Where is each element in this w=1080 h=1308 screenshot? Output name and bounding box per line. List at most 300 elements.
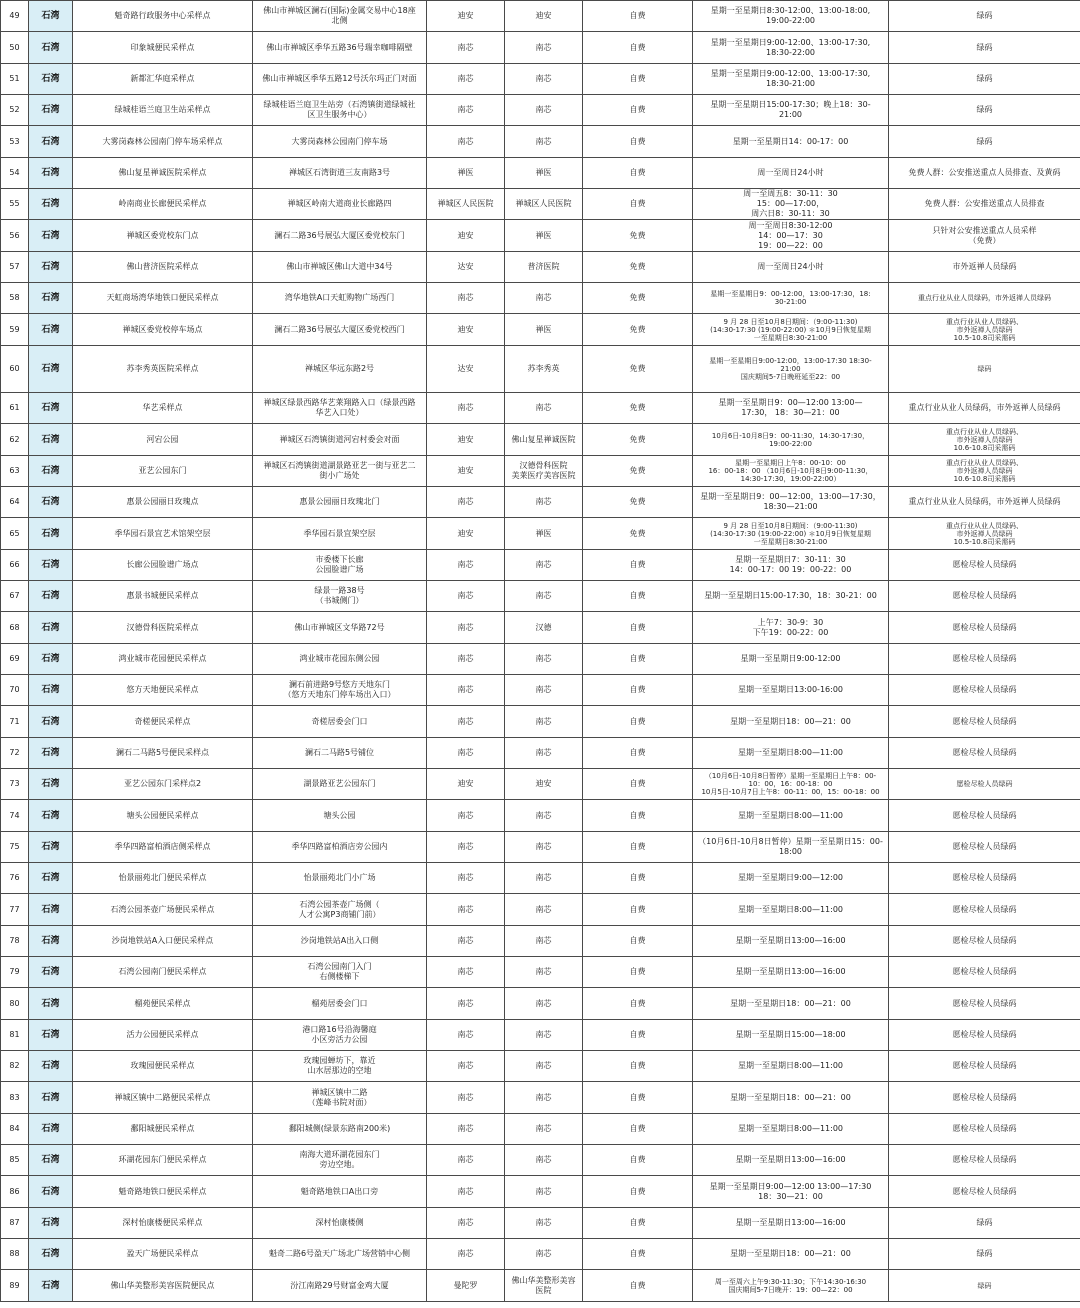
address-cell: 南海大道环湖花园东门 旁边空地。 xyxy=(253,1145,427,1176)
partner-org-cell: 南芯 xyxy=(505,550,583,581)
site-name-cell: 惠景公园丽日玫瑰点 xyxy=(73,487,253,518)
partner-org-cell: 禅医 xyxy=(505,220,583,252)
service-hours-cell: 星期一至星期日9：00-12:00，13:00-17:30，18: 30-21:00 xyxy=(693,283,889,314)
site-name-cell: 印象城便民采样点 xyxy=(73,32,253,64)
testing-org-cell: 迪安 xyxy=(427,456,505,487)
fee-type-cell: 自费 xyxy=(583,832,693,863)
fee-type-cell: 自费 xyxy=(583,126,693,158)
target-group-cell: 愿检尽检人员绿码 xyxy=(889,863,1080,894)
fee-type-cell: 免费 xyxy=(583,283,693,314)
address-cell: 湾华地铁A口天虹购物广场西门 xyxy=(253,283,427,314)
fee-type-cell: 自费 xyxy=(583,612,693,644)
street-cell: 石湾 xyxy=(29,644,73,675)
address-cell: 佛山市禅城区佛山大道中34号 xyxy=(253,252,427,283)
partner-org-cell: 禅医 xyxy=(505,314,583,346)
target-group-cell: 愿检尽检人员绿码 xyxy=(889,581,1080,612)
target-group-cell: 市外返禅人员绿码 xyxy=(889,252,1080,283)
partner-org-cell: 南芯 xyxy=(505,738,583,769)
table-row xyxy=(1,1239,1080,1270)
site-name-cell: 大雾岗森林公园南门停车场采样点 xyxy=(73,126,253,158)
fee-type-cell: 免费 xyxy=(583,424,693,456)
address-cell: 港口路16号沿海馨庭 小区旁活力公园 xyxy=(253,1020,427,1051)
partner-org-cell: 南芯 xyxy=(505,487,583,518)
row-number-cell: 50 xyxy=(1,32,29,64)
site-name-cell: 岭南商业长廊便民采样点 xyxy=(73,189,253,220)
site-name-cell: 奇槎便民采样点 xyxy=(73,706,253,738)
target-group-cell: 愿检尽检人员绿码 xyxy=(889,769,1080,800)
address-cell: 汾江南路29号财富金鸡大厦 xyxy=(253,1270,427,1302)
testing-org-cell: 南芯 xyxy=(427,863,505,894)
testing-org-cell: 南芯 xyxy=(427,283,505,314)
fee-type-cell: 自费 xyxy=(583,64,693,95)
site-name-cell: 悠方天地便民采样点 xyxy=(73,675,253,706)
target-group-cell: 重点行业从业人员绿码、 市外返禅人员绿码 10.5-10.8司采需码 xyxy=(889,314,1080,346)
target-group-cell: 重点行业从业人员绿码、 市外返禅人员绿码 10.6-10.8司采需码 xyxy=(889,456,1080,487)
row-number-cell: 60 xyxy=(1,346,29,393)
partner-org-cell: 南芯 xyxy=(505,283,583,314)
site-name-cell: 澜石二马路5号便民采样点 xyxy=(73,738,253,769)
row-number-cell: 71 xyxy=(1,706,29,738)
table-row xyxy=(1,393,1080,424)
partner-org-cell: 禅城区人民医院 xyxy=(505,189,583,220)
row-number-cell: 83 xyxy=(1,1082,29,1114)
table-row xyxy=(1,64,1080,95)
testing-org-cell: 迪安 xyxy=(427,424,505,456)
site-name-cell: 河宕公园 xyxy=(73,424,253,456)
site-name-cell: 魁奇路行政服务中心采样点 xyxy=(73,1,253,32)
service-hours-cell: 星期一至星期日8:00—11:00 xyxy=(693,894,889,926)
site-name-cell: 深村怡康楼便民采样点 xyxy=(73,1208,253,1239)
site-name-cell: 石湾公园南门便民采样点 xyxy=(73,957,253,988)
site-name-cell: 长廊公园脸谱广场点 xyxy=(73,550,253,581)
address-cell: 魁奇路地铁口A出口旁 xyxy=(253,1176,427,1208)
table-row xyxy=(1,158,1080,189)
street-cell: 石湾 xyxy=(29,393,73,424)
service-hours-cell: 星期一至星期日9:00-12:00 xyxy=(693,644,889,675)
service-hours-cell: 星期一至星期日8:00—11:00 xyxy=(693,1051,889,1082)
target-group-cell: 重点行业从业人员绿码，市外返禅人员绿码 xyxy=(889,393,1080,424)
street-cell: 石湾 xyxy=(29,1114,73,1145)
fee-type-cell: 免费 xyxy=(583,487,693,518)
row-number-cell: 78 xyxy=(1,926,29,957)
site-name-cell: 季华园石景宜艺术馆架空层 xyxy=(73,518,253,550)
table-row xyxy=(1,1,1080,32)
street-cell: 石湾 xyxy=(29,158,73,189)
street-cell: 石湾 xyxy=(29,220,73,252)
site-name-cell: 禅城区镇中二路便民采样点 xyxy=(73,1082,253,1114)
site-name-cell: 鸿业城市花园便民采样点 xyxy=(73,644,253,675)
partner-org-cell: 南芯 xyxy=(505,1114,583,1145)
address-cell: 禅城区岭南大道商业长廊路四 xyxy=(253,189,427,220)
service-hours-cell: 星期一至星期日8:30-12:00、13:00-18:00, 19:00-22:00 xyxy=(693,1,889,32)
table-row xyxy=(1,832,1080,863)
partner-org-cell: 南芯 xyxy=(505,988,583,1020)
service-hours-cell: 星期一至星期日9:00-12:00，13:00-17:30 18:30- 21:00 国庆期间5-7日晚班延至22：00 xyxy=(693,346,889,393)
fee-type-cell: 自费 xyxy=(583,1145,693,1176)
row-number-cell: 89 xyxy=(1,1270,29,1302)
service-hours-cell: 星期一至星期日18：00—21：00 xyxy=(693,1239,889,1270)
site-name-cell: 榴苑便民采样点 xyxy=(73,988,253,1020)
target-group-cell: 绿码 xyxy=(889,346,1080,393)
address-cell: 石湾公园茶壶广场侧（ 人才公寓P3商铺门前） xyxy=(253,894,427,926)
site-name-cell: 魁奇路地铁口便民采样点 xyxy=(73,1176,253,1208)
target-group-cell: 愿检尽检人员绿码 xyxy=(889,1176,1080,1208)
service-hours-cell: 星期一至星期日15:00—18:00 xyxy=(693,1020,889,1051)
table-row xyxy=(1,1145,1080,1176)
table-row xyxy=(1,769,1080,800)
service-hours-cell: 星期一至星期日15:00-17:30，18：30-21：00 xyxy=(693,581,889,612)
row-number-cell: 87 xyxy=(1,1208,29,1239)
service-hours-cell: 星期一至星期日9:00—12:00 xyxy=(693,863,889,894)
row-number-cell: 86 xyxy=(1,1176,29,1208)
testing-org-cell: 南芯 xyxy=(427,1239,505,1270)
target-group-cell: 免费人群：公安推送重点人员排查、及黄码 xyxy=(889,158,1080,189)
street-cell: 石湾 xyxy=(29,706,73,738)
fee-type-cell: 自费 xyxy=(583,894,693,926)
site-name-cell: 天虹商场湾华地铁口便民采样点 xyxy=(73,283,253,314)
table-row xyxy=(1,1051,1080,1082)
service-hours-cell: 9 月 28 日至10月8日期间：（9:00-11:30) (14:30-17:30 (19:00-22:00) ＊10月9日恢复星期 一至星期日8:30-21:00 xyxy=(693,518,889,550)
service-hours-cell: 星期一至星期日18：00—21：00 xyxy=(693,988,889,1020)
street-cell: 石湾 xyxy=(29,894,73,926)
street-cell: 石湾 xyxy=(29,314,73,346)
row-number-cell: 88 xyxy=(1,1239,29,1270)
partner-org-cell: 南芯 xyxy=(505,581,583,612)
testing-org-cell: 南芯 xyxy=(427,706,505,738)
address-cell: 鄱阳城侧(绿景东路南200米) xyxy=(253,1114,427,1145)
site-name-cell: 塘头公园便民采样点 xyxy=(73,800,253,832)
street-cell: 石湾 xyxy=(29,1020,73,1051)
address-cell: 湖景路亚艺公园东门 xyxy=(253,769,427,800)
testing-org-cell: 南芯 xyxy=(427,550,505,581)
service-hours-cell: （10月6日-10月8日暂停）星期一至星期日上午8：00- 10：00，16：00-18：00 10月5日-10月7日上午8：00-11：00，15：00-18：00 xyxy=(693,769,889,800)
table-row xyxy=(1,800,1080,832)
street-cell: 石湾 xyxy=(29,550,73,581)
row-number-cell: 79 xyxy=(1,957,29,988)
fee-type-cell: 自费 xyxy=(583,1208,693,1239)
fee-type-cell: 自费 xyxy=(583,706,693,738)
testing-org-cell: 迪安 xyxy=(427,1,505,32)
testing-org-cell: 达安 xyxy=(427,252,505,283)
fee-type-cell: 免费 xyxy=(583,346,693,393)
partner-org-cell: 南芯 xyxy=(505,393,583,424)
address-cell: 禅城区石湾镇街道河宕村委会对面 xyxy=(253,424,427,456)
address-cell: 禅城区镇中二路 （莲峰书院对面） xyxy=(253,1082,427,1114)
row-number-cell: 51 xyxy=(1,64,29,95)
fee-type-cell: 免费 xyxy=(583,314,693,346)
partner-org-cell: 苏李秀英 xyxy=(505,346,583,393)
street-cell: 石湾 xyxy=(29,738,73,769)
address-cell: 市委楼下长廊 公园脸谱广场 xyxy=(253,550,427,581)
site-name-cell: 怡景丽苑北门便民采样点 xyxy=(73,863,253,894)
street-cell: 石湾 xyxy=(29,456,73,487)
street-cell: 石湾 xyxy=(29,487,73,518)
street-cell: 石湾 xyxy=(29,957,73,988)
testing-org-cell: 南芯 xyxy=(427,1114,505,1145)
street-cell: 石湾 xyxy=(29,126,73,158)
street-cell: 石湾 xyxy=(29,32,73,64)
site-name-cell: 盈天广场便民采样点 xyxy=(73,1239,253,1270)
service-hours-cell: 星期一至星期日13:00—16:00 xyxy=(693,1208,889,1239)
partner-org-cell: 南芯 xyxy=(505,126,583,158)
table-row xyxy=(1,95,1080,126)
service-hours-cell: 10月6日-10月8日9：00-11:30，14:30-17:30， 19:00-22:00 xyxy=(693,424,889,456)
table-row xyxy=(1,252,1080,283)
partner-org-cell: 南芯 xyxy=(505,1145,583,1176)
street-cell: 石湾 xyxy=(29,988,73,1020)
service-hours-cell: 周一至周日24小时 xyxy=(693,252,889,283)
table-body xyxy=(1,1,1080,1302)
street-cell: 石湾 xyxy=(29,800,73,832)
testing-org-cell: 迪安 xyxy=(427,314,505,346)
address-cell: 佛山市禅城区澜石(国际)金属交易中心18座 北侧 xyxy=(253,1,427,32)
row-number-cell: 67 xyxy=(1,581,29,612)
fee-type-cell: 自费 xyxy=(583,1020,693,1051)
row-number-cell: 58 xyxy=(1,283,29,314)
table-row xyxy=(1,988,1080,1020)
fee-type-cell: 自费 xyxy=(583,1270,693,1302)
partner-org-cell: 南芯 xyxy=(505,644,583,675)
site-name-cell: 玫瑰园便民采样点 xyxy=(73,1051,253,1082)
street-cell: 石湾 xyxy=(29,283,73,314)
service-hours-cell: 星期一至星期日8:00—11:00 xyxy=(693,1114,889,1145)
site-name-cell: 苏李秀英医院采样点 xyxy=(73,346,253,393)
fee-type-cell: 自费 xyxy=(583,158,693,189)
fee-type-cell: 自费 xyxy=(583,1114,693,1145)
address-cell: 禅城区华远东路2号 xyxy=(253,346,427,393)
table-row xyxy=(1,283,1080,314)
service-hours-cell: 星期一至星期日18：00—21：00 xyxy=(693,1082,889,1114)
street-cell: 石湾 xyxy=(29,675,73,706)
row-number-cell: 80 xyxy=(1,988,29,1020)
address-cell: 沙岗地铁站A出入口侧 xyxy=(253,926,427,957)
address-cell: 禅城区石湾街道三友南路3号 xyxy=(253,158,427,189)
address-cell: 鸿业城市花园东侧公园 xyxy=(253,644,427,675)
row-number-cell: 55 xyxy=(1,189,29,220)
site-name-cell: 环湖花园东门便民采样点 xyxy=(73,1145,253,1176)
table-row xyxy=(1,1270,1080,1302)
row-number-cell: 61 xyxy=(1,393,29,424)
fee-type-cell: 自费 xyxy=(583,863,693,894)
target-group-cell: 愿检尽检人员绿码 xyxy=(889,1020,1080,1051)
site-name-cell: 石湾公园茶壶广场便民采样点 xyxy=(73,894,253,926)
fee-type-cell: 自费 xyxy=(583,926,693,957)
fee-type-cell: 自费 xyxy=(583,957,693,988)
table-row xyxy=(1,32,1080,64)
address-cell: 绿城桂语兰庭卫生站旁（石湾镇街道绿城社 区卫生服务中心） xyxy=(253,95,427,126)
testing-org-cell: 南芯 xyxy=(427,894,505,926)
table-row xyxy=(1,456,1080,487)
address-cell: 奇槎居委会门口 xyxy=(253,706,427,738)
street-cell: 石湾 xyxy=(29,1082,73,1114)
partner-org-cell: 南芯 xyxy=(505,95,583,126)
target-group-cell: 愿检尽检人员绿码 xyxy=(889,738,1080,769)
table-row xyxy=(1,550,1080,581)
table-row xyxy=(1,738,1080,769)
site-name-cell: 华艺采样点 xyxy=(73,393,253,424)
address-cell: 石湾公园南门入门 右侧楼梯下 xyxy=(253,957,427,988)
target-group-cell: 重点行业从业人员绿码、 市外返禅人员绿码 10.5-10.8司采需码 xyxy=(889,518,1080,550)
target-group-cell: 绿码 xyxy=(889,1,1080,32)
table-row xyxy=(1,189,1080,220)
partner-org-cell: 南芯 xyxy=(505,1051,583,1082)
table-row xyxy=(1,675,1080,706)
target-group-cell: 只针对公安推送重点人员采样 （免费） xyxy=(889,220,1080,252)
fee-type-cell: 免费 xyxy=(583,518,693,550)
address-cell: 佛山市禅城区季华五路12号沃尔玛正门对面 xyxy=(253,64,427,95)
table-row xyxy=(1,706,1080,738)
service-hours-cell: 周一至周日24小时 xyxy=(693,158,889,189)
row-number-cell: 54 xyxy=(1,158,29,189)
testing-org-cell: 南芯 xyxy=(427,126,505,158)
address-cell: 澜石前进路9号悠方天地东门 （悠方天地东门停车场出入口） xyxy=(253,675,427,706)
address-cell: 季华园石景宜架空层 xyxy=(253,518,427,550)
street-cell: 石湾 xyxy=(29,64,73,95)
service-hours-cell: 星期一至星期日13:00-16:00 xyxy=(693,675,889,706)
partner-org-cell: 汉德 xyxy=(505,612,583,644)
target-group-cell: 绿码 xyxy=(889,1239,1080,1270)
street-cell: 石湾 xyxy=(29,612,73,644)
testing-org-cell: 南芯 xyxy=(427,1082,505,1114)
street-cell: 石湾 xyxy=(29,1,73,32)
fee-type-cell: 免费 xyxy=(583,252,693,283)
testing-org-cell: 南芯 xyxy=(427,1020,505,1051)
service-hours-cell: 9 月 28 日至10月8日期间：（9:00-11:30) (14:30-17:30 (19:00-22:00) ＊10月9日恢复星期 一至星期日8:30-21:00 xyxy=(693,314,889,346)
site-name-cell: 季华四路富柏酒店侧采样点 xyxy=(73,832,253,863)
partner-org-cell: 汉德骨科医院 美莱医疗美容医院 xyxy=(505,456,583,487)
site-name-cell: 新都汇华庭采样点 xyxy=(73,64,253,95)
target-group-cell: 愿检尽检人员绿码 xyxy=(889,800,1080,832)
fee-type-cell: 自费 xyxy=(583,675,693,706)
row-number-cell: 65 xyxy=(1,518,29,550)
testing-org-cell: 达安 xyxy=(427,346,505,393)
partner-org-cell: 南芯 xyxy=(505,894,583,926)
site-name-cell: 佛山华美整形美容医院便民点 xyxy=(73,1270,253,1302)
address-cell: 禅城区石湾镇街道湖景路亚艺一街与亚艺二 街小广场处 xyxy=(253,456,427,487)
service-hours-cell: 星期一至星期日14：00-17：00 xyxy=(693,126,889,158)
service-hours-cell: 星期一至星期日9:00-12:00、13:00-17:30, 18:30-21:00 xyxy=(693,64,889,95)
service-hours-cell: 星期一至星期日上午8：00-10：00 16：00-18：00 （10月6日-10月8日9:00-11:30， 14:30-17:30，19:00-22:00） xyxy=(693,456,889,487)
table-row xyxy=(1,1082,1080,1114)
target-group-cell: 绿码 xyxy=(889,1270,1080,1302)
fee-type-cell: 自费 xyxy=(583,1239,693,1270)
target-group-cell: 绿码 xyxy=(889,32,1080,64)
row-number-cell: 74 xyxy=(1,800,29,832)
street-cell: 石湾 xyxy=(29,1051,73,1082)
street-cell: 石湾 xyxy=(29,1239,73,1270)
partner-org-cell: 南芯 xyxy=(505,832,583,863)
target-group-cell: 愿检尽检人员绿码 xyxy=(889,894,1080,926)
testing-org-cell: 南芯 xyxy=(427,95,505,126)
fee-type-cell: 自费 xyxy=(583,988,693,1020)
testing-org-cell: 南芯 xyxy=(427,832,505,863)
row-number-cell: 73 xyxy=(1,769,29,800)
table-row xyxy=(1,581,1080,612)
target-group-cell: 绿码 xyxy=(889,1208,1080,1239)
partner-org-cell: 南芯 xyxy=(505,957,583,988)
partner-org-cell: 普济医院 xyxy=(505,252,583,283)
target-group-cell: 重点行业从业人员绿码、 市外返禅人员绿码 10.6-10.8司采需码 xyxy=(889,424,1080,456)
fee-type-cell: 自费 xyxy=(583,1051,693,1082)
testing-org-cell: 南芯 xyxy=(427,581,505,612)
street-cell: 石湾 xyxy=(29,346,73,393)
street-cell: 石湾 xyxy=(29,926,73,957)
table-row xyxy=(1,644,1080,675)
row-number-cell: 62 xyxy=(1,424,29,456)
site-name-cell: 禅城区委党校东门点 xyxy=(73,220,253,252)
street-cell: 石湾 xyxy=(29,863,73,894)
partner-org-cell: 南芯 xyxy=(505,1176,583,1208)
service-hours-cell: 周一至周五8：30-11：30 15：00—17:00， 周六日8：30-11：30 xyxy=(693,189,889,220)
row-number-cell: 57 xyxy=(1,252,29,283)
fee-type-cell: 免费 xyxy=(583,456,693,487)
site-name-cell: 绿城桂语兰庭卫生站采样点 xyxy=(73,95,253,126)
target-group-cell: 绿码 xyxy=(889,95,1080,126)
address-cell: 澜石二路36号展弘大厦区委党校西门 xyxy=(253,314,427,346)
service-hours-cell: 周一至周日8:30-12:00 14：00—17：30 19：00—22：00 xyxy=(693,220,889,252)
row-number-cell: 63 xyxy=(1,456,29,487)
testing-org-cell: 南芯 xyxy=(427,1208,505,1239)
partner-org-cell: 南芯 xyxy=(505,32,583,64)
row-number-cell: 66 xyxy=(1,550,29,581)
service-hours-cell: 星期一至星期日8:00—11:00 xyxy=(693,800,889,832)
service-hours-cell: 星期一至星期日7：30-11：30 14：00-17：00 19：00-22：00 xyxy=(693,550,889,581)
table-row xyxy=(1,1114,1080,1145)
street-cell: 石湾 xyxy=(29,1176,73,1208)
address-cell: 季华四路富柏酒店旁公园内 xyxy=(253,832,427,863)
street-cell: 石湾 xyxy=(29,1208,73,1239)
site-name-cell: 佛山普济医院采样点 xyxy=(73,252,253,283)
site-name-cell: 亚艺公园东门 xyxy=(73,456,253,487)
table-row xyxy=(1,1176,1080,1208)
testing-org-cell: 南芯 xyxy=(427,926,505,957)
fee-type-cell: 自费 xyxy=(583,1,693,32)
row-number-cell: 72 xyxy=(1,738,29,769)
row-number-cell: 59 xyxy=(1,314,29,346)
street-cell: 石湾 xyxy=(29,832,73,863)
site-name-cell: 活力公园便民采样点 xyxy=(73,1020,253,1051)
table-row xyxy=(1,346,1080,393)
site-name-cell: 鄱阳城便民采样点 xyxy=(73,1114,253,1145)
street-cell: 石湾 xyxy=(29,189,73,220)
address-cell: 塘头公园 xyxy=(253,800,427,832)
fee-type-cell: 自费 xyxy=(583,800,693,832)
partner-org-cell: 南芯 xyxy=(505,1020,583,1051)
target-group-cell: 愿检尽检人员绿码 xyxy=(889,706,1080,738)
testing-org-cell: 曼陀罗 xyxy=(427,1270,505,1302)
target-group-cell: 愿检尽检人员绿码 xyxy=(889,675,1080,706)
street-cell: 石湾 xyxy=(29,1270,73,1302)
address-cell: 澜石二马路5号铺位 xyxy=(253,738,427,769)
target-group-cell: 绿码 xyxy=(889,64,1080,95)
table-row xyxy=(1,487,1080,518)
target-group-cell: 愿检尽检人员绿码 xyxy=(889,550,1080,581)
partner-org-cell: 南芯 xyxy=(505,1239,583,1270)
service-hours-cell: 星期一至星期日13:00—16:00 xyxy=(693,926,889,957)
target-group-cell: 愿检尽检人员绿码 xyxy=(889,612,1080,644)
service-hours-cell: 星期一至星期日9:00-12:00、13:00-17:30, 18:30-22:00 xyxy=(693,32,889,64)
target-group-cell: 愿检尽检人员绿码 xyxy=(889,832,1080,863)
target-group-cell: 愿检尽检人员绿码 xyxy=(889,988,1080,1020)
table-row xyxy=(1,863,1080,894)
table-row xyxy=(1,126,1080,158)
street-cell: 石湾 xyxy=(29,424,73,456)
partner-org-cell: 南芯 xyxy=(505,926,583,957)
address-cell: 禅城区绿景西路华艺莱翔路入口（绿景西路 华艺入口处） xyxy=(253,393,427,424)
service-hours-cell: 星期一至星期日13:00—16:00 xyxy=(693,957,889,988)
partner-org-cell: 迪安 xyxy=(505,1,583,32)
site-name-cell: 禅城区委党校停车场点 xyxy=(73,314,253,346)
